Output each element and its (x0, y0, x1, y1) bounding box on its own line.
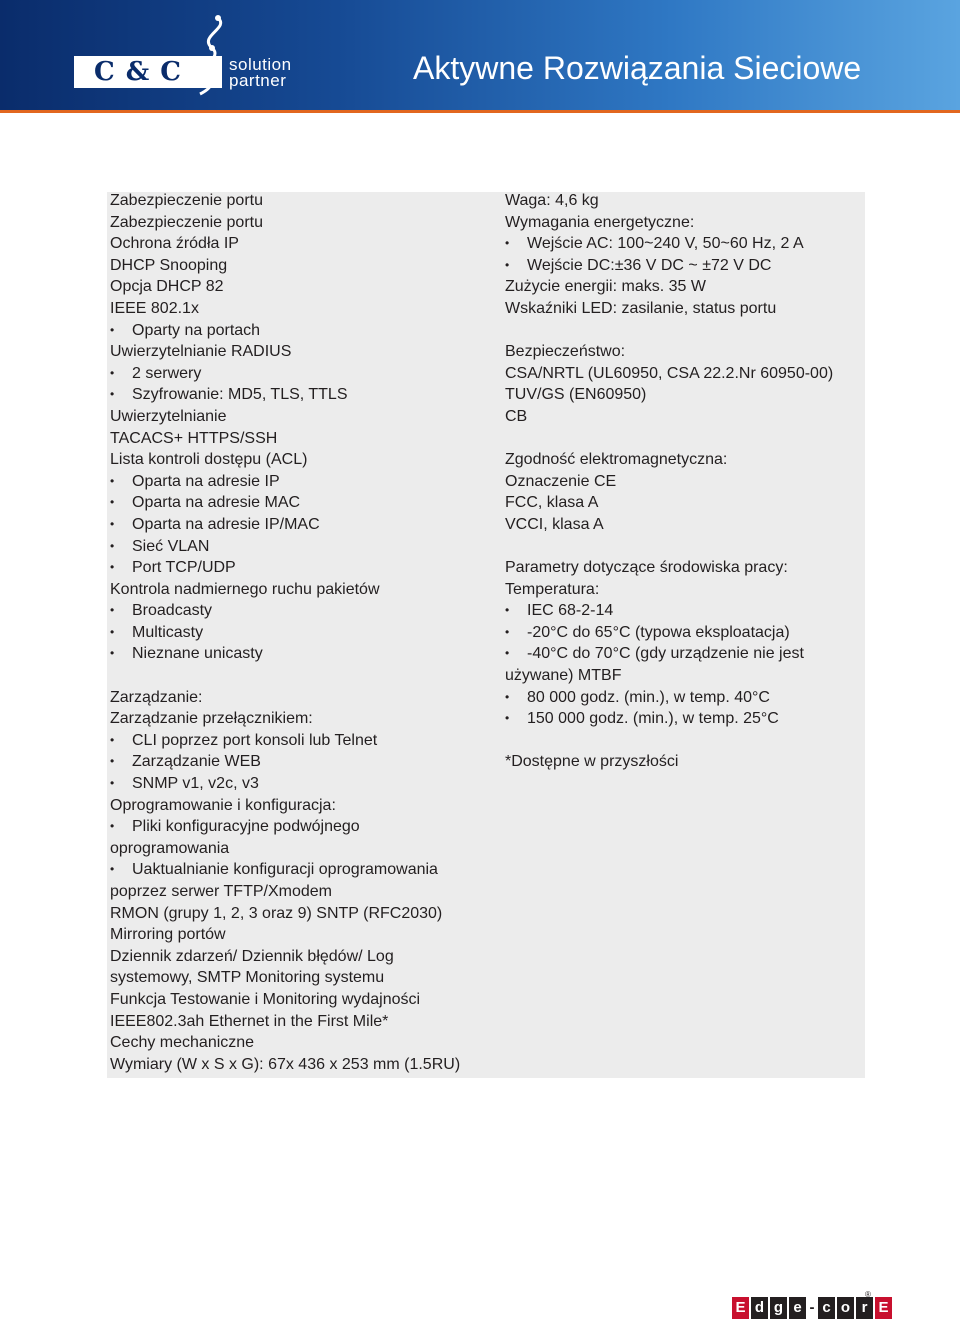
spec-line: DHCP Snooping (110, 256, 228, 274)
spec-bullet-item: • Multicasty (110, 622, 490, 644)
spec-line: CB (505, 407, 528, 425)
edgecore-logo-letter: r (856, 1297, 873, 1319)
edgecore-logo-letter: o (837, 1297, 854, 1319)
spec-line: Zarządzanie: (110, 688, 203, 706)
spec-bullet-item: • Uaktualnianie konfiguracji oprogramowania (110, 859, 490, 881)
spec-column-right (505, 190, 855, 773)
spec-bullet-item: • Oparty na portach (110, 320, 490, 342)
spec-line: Ochrona źródła IP (110, 235, 239, 253)
spec-line: FCC, klasa A (505, 494, 599, 512)
edgecore-logo-letter: E (732, 1297, 749, 1319)
spec-line: poprzez serwer TFTP/Xmodem (110, 883, 332, 900)
spec-line: Kontrola nadmiernego ruchu pakietów (110, 580, 380, 598)
spec-line: Zabezpieczenie portu (110, 192, 263, 209)
spec-line: Parametry dotyczące środowiska pracy: (505, 559, 788, 577)
spec-line: Temperatura: (505, 580, 600, 598)
spec-line: oprogramowania (110, 839, 230, 857)
spec-line: IEEE 802.1x (110, 299, 199, 317)
spec-line: TUV/GS (EN60950) (505, 386, 647, 404)
spec-line: Lista kontroli dostępu (ACL) (110, 451, 308, 469)
spec-bullet-item: • Wejście AC: 100~240 V, 50~60 Hz, 2 A (505, 233, 855, 255)
spec-line: Cechy mechaniczne (110, 1034, 255, 1052)
spec-line: *Dostępne w przyszłości (505, 753, 679, 771)
spec-line (505, 428, 855, 450)
spec-bullet-item: • Oparta na adresie IP/MAC (110, 514, 490, 536)
spec-line: Waga: 4,6 kg (505, 192, 599, 209)
spec-line: Uwierzytelnianie RADIUS (110, 343, 292, 361)
spec-bullet-item: • 150 000 godz. (min.), w temp. 25°C (505, 708, 855, 730)
spec-bullet-item: • 2 serwery (110, 363, 490, 385)
spec-line: Zarządzanie przełącznikiem: (110, 710, 313, 728)
spec-line: Opcja DHCP 82 (110, 278, 224, 296)
edgecore-logo-letter: - (809, 1299, 815, 1316)
spec-line: TACACS+ HTTPS/SSH (110, 429, 278, 447)
spec-bullet-item: • Pliki konfiguracyjne podwójnego (110, 816, 490, 838)
spec-line: Dziennik zdarzeń/ Dziennik błędów/ Log (110, 947, 394, 965)
spec-line: VCCI, klasa A (505, 515, 604, 533)
spec-line (505, 730, 855, 752)
edgecore-logo (732, 1297, 892, 1319)
spec-bullet-item: • IEC 68-2-14 (505, 600, 855, 622)
spec-line: Wymiary (W x S x G): 67x 436 x 253 mm (1.5RU) (110, 1055, 461, 1073)
spec-line (505, 536, 855, 558)
spec-column-left (110, 190, 490, 1075)
spec-line: używane) MTBF (505, 667, 622, 685)
spec-line: CSA/NRTL (UL60950, CSA 22.2.Nr 60950-00) (505, 364, 834, 382)
logo-partner-text: partner (229, 71, 287, 90)
edgecore-logo-letter: d (751, 1297, 768, 1319)
spec-line: Wymagania energetyczne: (505, 213, 695, 231)
cc-logo-text: C & C (94, 57, 182, 87)
spec-bullet-item: • -20°C do 65°C (typowa eksploatacja) (505, 622, 855, 644)
spec-bullet-item: • Sieć VLAN (110, 536, 490, 558)
spec-bullet-item: • Zarządzanie WEB (110, 751, 490, 773)
logo-solution-text: solution (229, 55, 292, 74)
spec-line: Mirroring portów (110, 926, 226, 944)
spec-bullet-item: • Oparta na adresie IP (110, 471, 490, 493)
page-header (0, 0, 960, 112)
page-title: Aktywne Rozwiązania Sieciowe (413, 50, 862, 86)
spec-bullet-item: • Oparta na adresie MAC (110, 492, 490, 514)
edgecore-logo-letter: e (789, 1297, 806, 1319)
edgecore-logo-letter: c (818, 1297, 835, 1319)
spec-line: Zgodność elektromagnetyczna: (505, 451, 728, 469)
spec-line: Bezpieczeństwo: (505, 343, 626, 361)
spec-line: Oprogramowanie i konfiguracja: (110, 796, 336, 814)
spec-bullet-item: • Broadcasty (110, 600, 490, 622)
spec-bullet-item: • Nieznane unicasty (110, 643, 490, 665)
spec-line: Uwierzytelnianie (110, 407, 227, 425)
spec-line: Funkcja Testowanie i Monitoring wydajności (110, 990, 421, 1008)
edgecore-logo-letter: E (875, 1297, 892, 1319)
spec-line: systemowy, SMTP Monitoring systemu (110, 969, 385, 987)
spec-line: Zabezpieczenie portu (110, 213, 263, 231)
registered-mark: ® (865, 1290, 871, 1299)
spec-bullet-item: • 80 000 godz. (min.), w temp. 40°C (505, 687, 855, 709)
spec-line: IEEE802.3ah Ethernet in the First Mile* (110, 1012, 389, 1030)
spec-bullet-item: • SNMP v1, v2c, v3 (110, 773, 490, 795)
spec-line: Oznaczenie CE (505, 472, 617, 490)
spec-line: Wskaźniki LED: zasilanie, status portu (505, 299, 777, 317)
spec-line: RMON (grupy 1, 2, 3 oraz 9) SNTP (RFC2030) (110, 904, 443, 922)
edgecore-logo-letter: g (770, 1297, 787, 1319)
spec-line (110, 665, 490, 687)
spec-bullet-item: • Szyfrowanie: MD5, TLS, TTLS (110, 384, 490, 406)
spec-bullet-item: • Wejście DC:±36 V DC ~ ±72 V DC (505, 255, 855, 277)
spec-line: Zużycie energii: maks. 35 W (505, 278, 706, 296)
header-divider (0, 110, 960, 113)
spec-bullet-item: • CLI poprzez port konsoli lub Telnet (110, 730, 490, 752)
spec-bullet-item: • Port TCP/UDP (110, 557, 490, 579)
spec-bullet-item: • -40°C do 70°C (gdy urządzenie nie jest (505, 643, 855, 665)
spec-line (505, 320, 855, 342)
